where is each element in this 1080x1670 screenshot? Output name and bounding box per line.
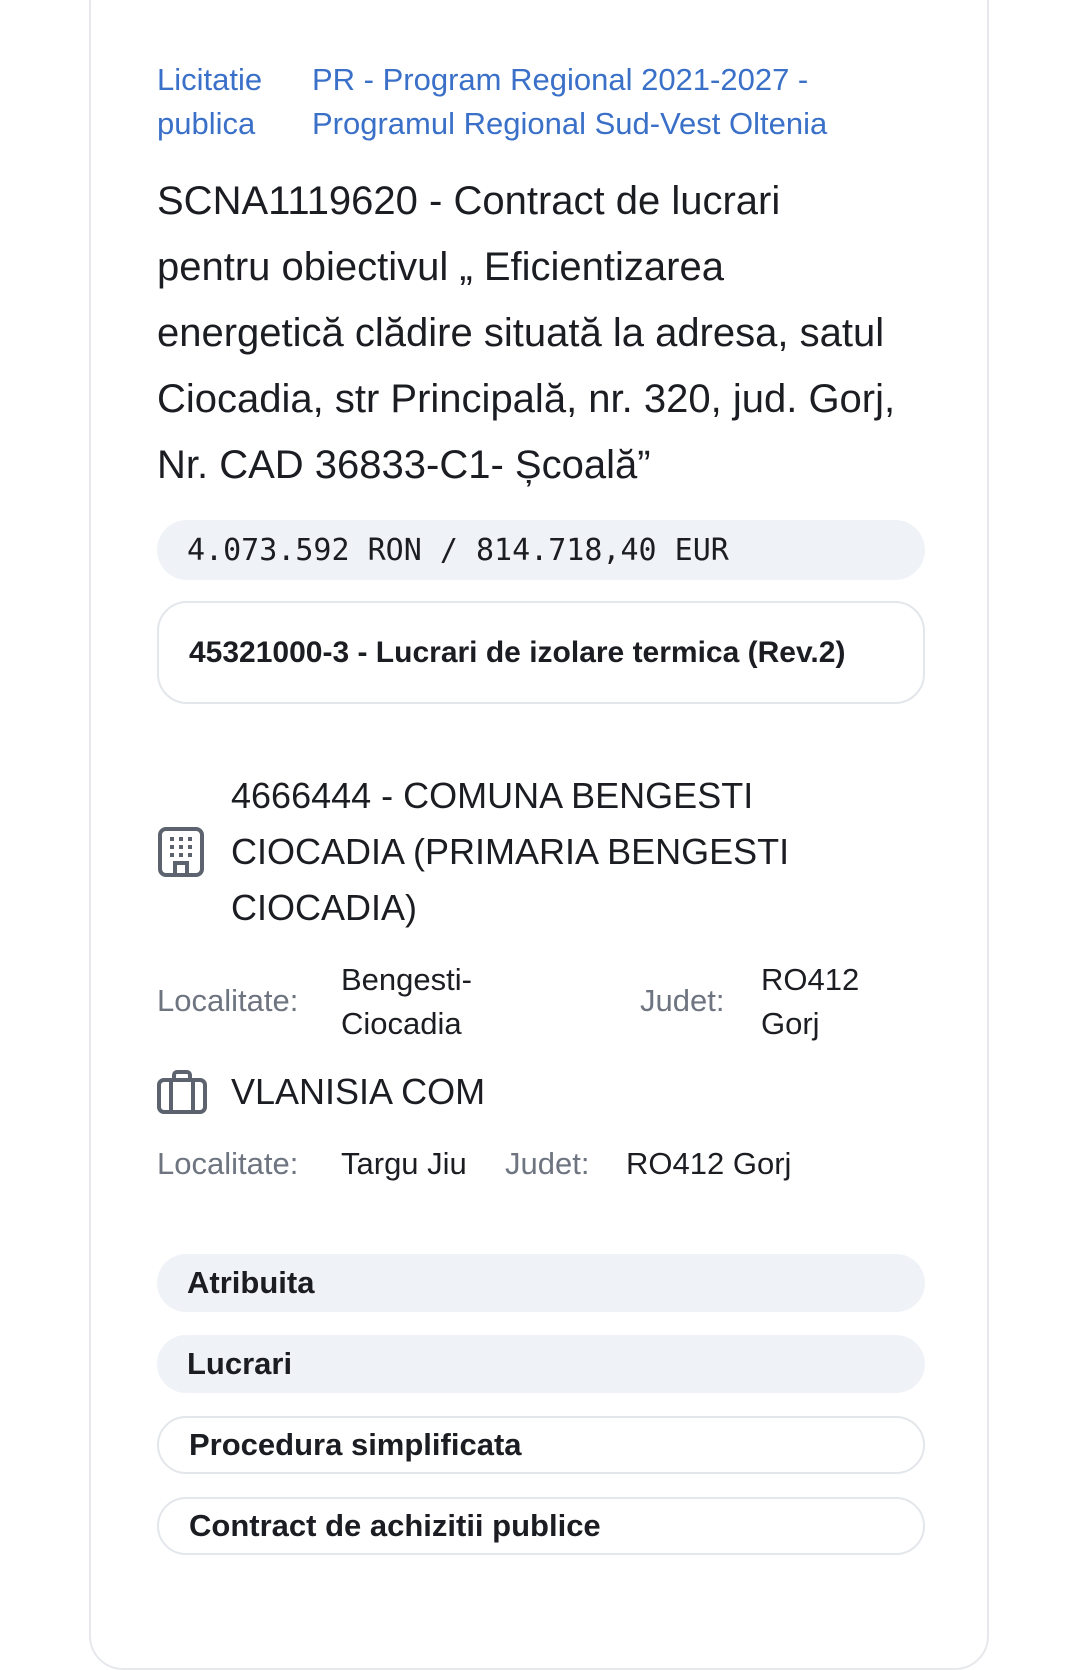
- procedure-type-link[interactable]: Licitatie publica: [157, 62, 263, 141]
- authority-name[interactable]: 4666444 - COMUNA BENGESTI CIOCADIA (PRIMARIA BENGESTI CIOCADIA): [231, 775, 790, 928]
- authority-location: [157, 955, 925, 1047]
- briefcase-icon: [157, 1070, 207, 1114]
- contract-type-tag[interactable]: [157, 1497, 925, 1555]
- status-tag[interactable]: [157, 1254, 925, 1312]
- supplier-locality: Targu Jiu: [341, 1146, 467, 1181]
- supplier-name[interactable]: VLANISIA COM: [231, 1071, 486, 1112]
- supplier: [157, 1066, 485, 1118]
- supplier-location: [157, 1142, 925, 1186]
- authority-locality: Bengesti-Ciocadia: [341, 962, 472, 1041]
- category-tag[interactable]: [157, 1335, 925, 1393]
- supplier-county: RO412 Gorj: [626, 1146, 792, 1181]
- estimated-value-badge: [157, 520, 925, 580]
- cpv-code-badge[interactable]: [157, 601, 925, 704]
- funding-program-link[interactable]: PR - Program Regional 2021-2027 - Programul Regional Sud-Vest Oltenia: [312, 62, 828, 141]
- authority-county: RO412 Gorj: [761, 962, 860, 1041]
- supplier-locality-label: Localitate:: [157, 1146, 299, 1181]
- tender-links: [157, 58, 912, 146]
- tender-title[interactable]: SCNA1119620 - Contract de lucrari pentru obiectivul „ Eficientizarea energetică clădire situată la adresa, satul Ciocadia, str Principală, nr. 320, jud. Gorj, Nr. CAD 36833-C1- Școală”: [157, 179, 896, 487]
- procedure-tag-label: Procedura simplificata: [189, 1427, 522, 1462]
- contract-type-tag-label: Contract de achizitii publice: [189, 1508, 601, 1543]
- cpv-code-label: 45321000-3 - Lucrari de izolare termica (Rev.2): [189, 635, 846, 669]
- building-icon: [157, 826, 205, 878]
- estimated-value: 4.073.592 RON / 814.718,40 EUR: [187, 532, 729, 568]
- category-tag-label: Lucrari: [187, 1346, 293, 1381]
- status-tag-label: Atribuita: [187, 1265, 315, 1300]
- authority-locality-label: Localitate:: [157, 983, 299, 1018]
- authority-county-label: Judet:: [640, 983, 725, 1018]
- procedure-tag[interactable]: [157, 1416, 925, 1474]
- supplier-county-label: Judet:: [505, 1146, 590, 1181]
- contracting-authority: [157, 768, 925, 936]
